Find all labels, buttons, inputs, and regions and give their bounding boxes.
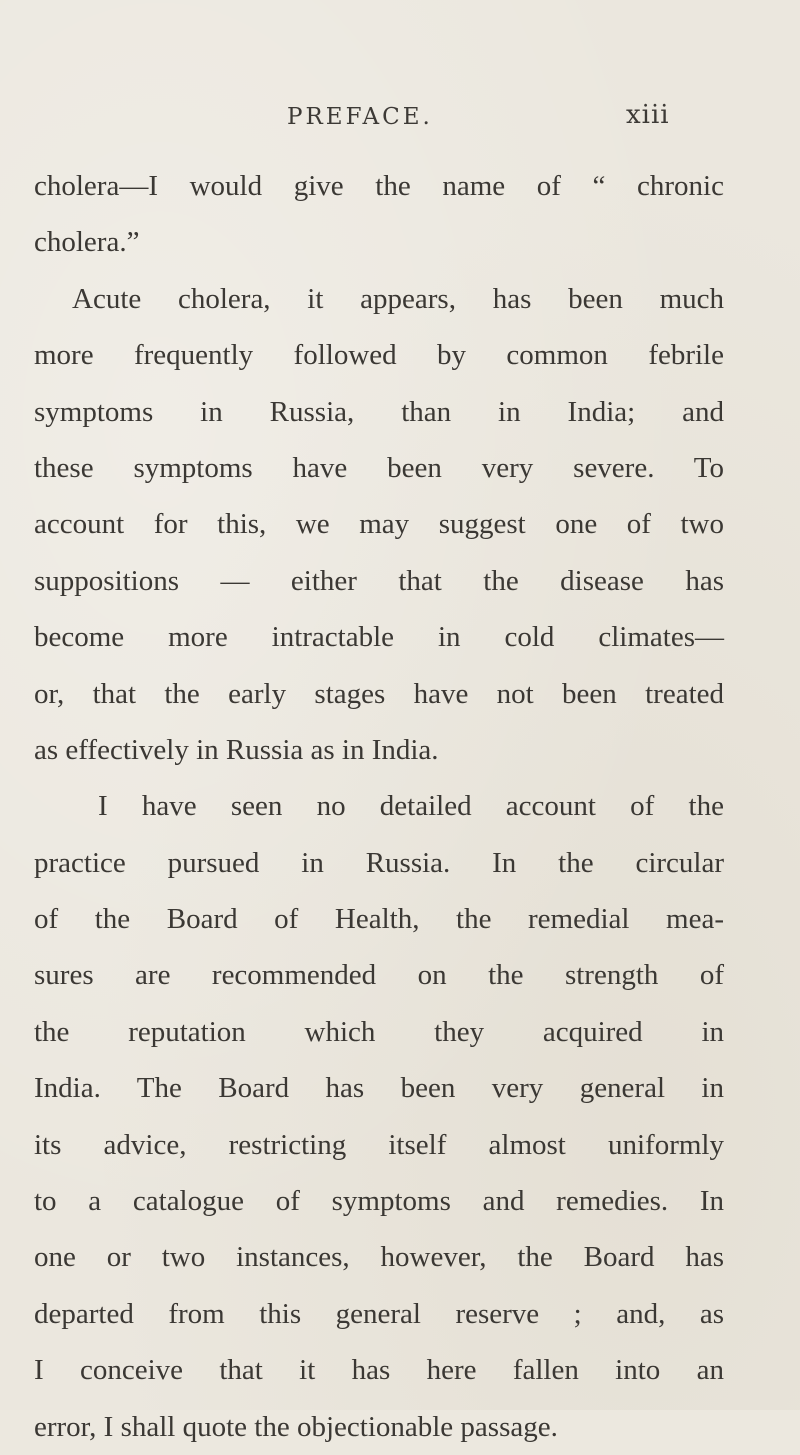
- text-line: its advice, restricting itself almost uniformly: [34, 1128, 724, 1161]
- text-line: these symptoms have been very severe. To: [34, 451, 724, 484]
- text-line: I have seen no detailed account of the: [98, 790, 724, 823]
- text-line: Acute cholera, it appears, has been much: [72, 282, 724, 315]
- running-head-title: PREFACE.: [287, 104, 433, 130]
- text-line: more frequently followed by common febrile: [34, 339, 724, 372]
- text-line: India. The Board has been very general in: [34, 1072, 724, 1105]
- text-line: of the Board of Health, the remedial mea-: [34, 903, 724, 936]
- text-line: to a catalogue of symptoms and remedies. In: [34, 1185, 724, 1218]
- text-line: the reputation which they acquired in: [34, 1015, 724, 1048]
- page-number: xiii: [626, 100, 670, 130]
- running-head: [0, 100, 800, 140]
- text-line: symptoms in Russia, than in India; and: [34, 395, 724, 428]
- text-line: error, I shall quote the objectionable passage.: [34, 1410, 558, 1443]
- text-line: sures are recommended on the strength of: [34, 959, 724, 992]
- text-line: account for this, we may suggest one of two: [34, 508, 724, 541]
- text-line: I conceive that it has here fallen into an: [34, 1354, 724, 1387]
- text-line: cholera.”: [34, 226, 140, 259]
- text-line: one or two instances, however, the Board has: [34, 1241, 724, 1274]
- text-line: departed from this general reserve ; and, as: [34, 1297, 724, 1330]
- body-text: [34, 158, 724, 1455]
- text-line: practice pursued in Russia. In the circular: [34, 846, 724, 879]
- text-line: or, that the early stages have not been treated: [34, 677, 724, 710]
- text-line: become more intractable in cold climates—: [34, 621, 724, 654]
- text-line: as effectively in Russia as in India.: [34, 733, 439, 766]
- text-line: suppositions — either that the disease has: [34, 564, 724, 597]
- text-line: cholera—I would give the name of “ chronic: [34, 170, 724, 202]
